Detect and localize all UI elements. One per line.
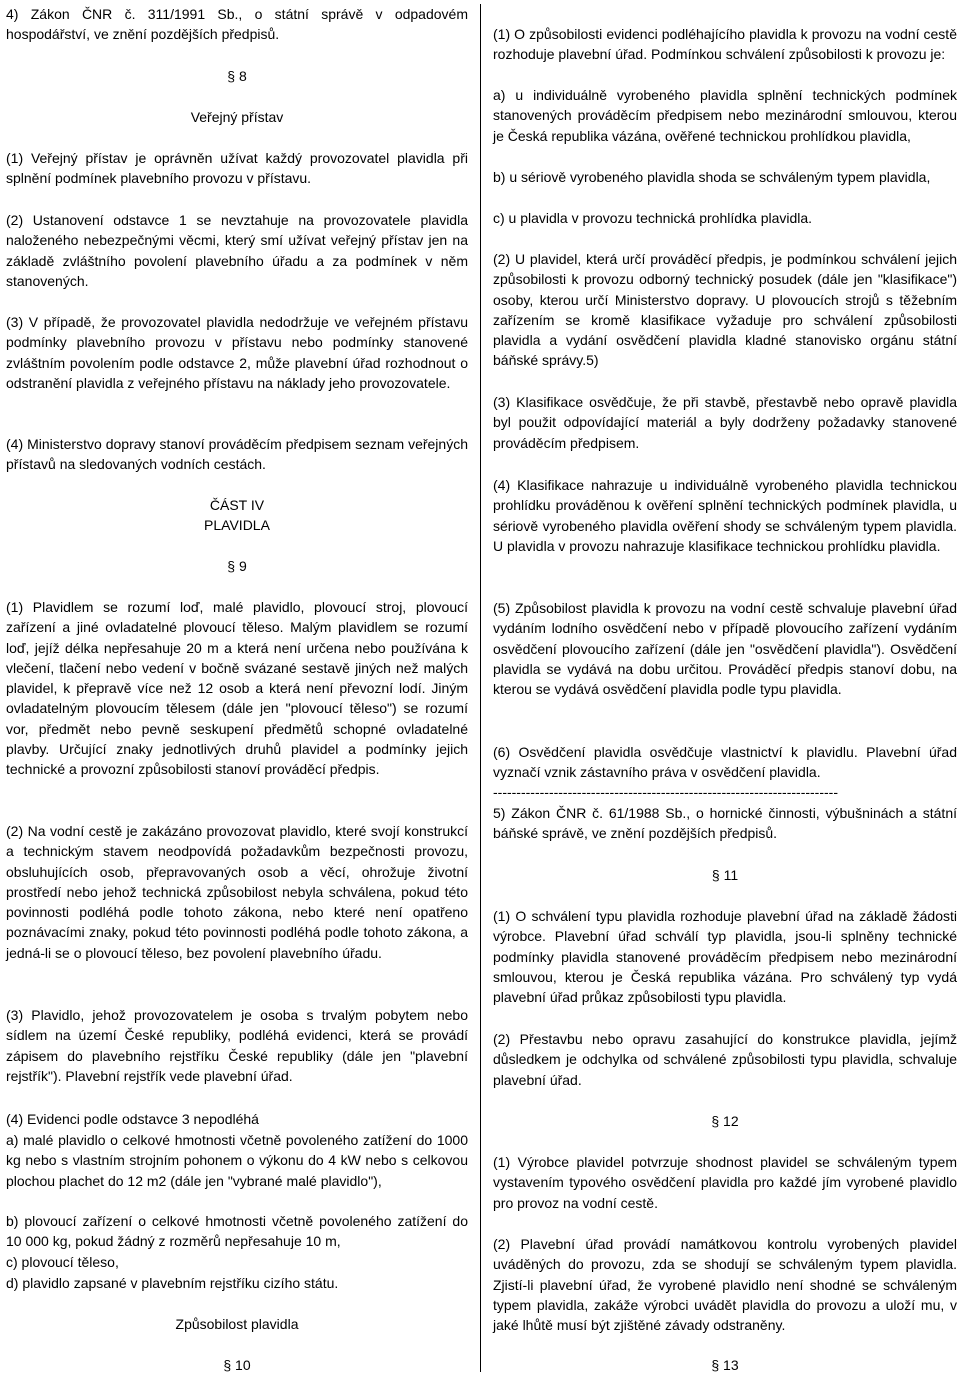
section-10-paragraph-1: (1) O způsobilosti evidenci podléhajícího plavidla k provozu na vodní cestě rozhoduje plavební úřad. Podmínkou schválení způsobilosti k provozu je: (493, 26, 957, 63)
section-12-paragraph-1: (1) Výrobce plavidel potvrzuje shodnost plavidel se schváleným typem vystavením typového osvědčení plavidla pro každé jím vyrobené plavidlo pro provoz na vodní cestě. (493, 1154, 957, 1211)
section-10-item-a: a) u individuálně vyrobeného plavidla splnění technických podmínek stanovených prováděcím předpisem nebo mezinárodní smlouvou, kterou je Česká republika vázána, ověřené technickou prohlídkou plavidla, (493, 87, 957, 144)
footnote-5: 5) Zákon ČNR č. 61/1988 Sb., o hornické činnosti, výbušninách a státní báňské správě, ve znění pozdějších předpisů. (493, 805, 957, 842)
section-8-paragraph-1: (1) Veřejný přístav je oprávněn užívat každý provozovatel plavidla při splnění podmínek plavebního provozu v přístavu. (6, 150, 468, 187)
footnote-separator: -------------------------------------------------------------------------- (493, 784, 838, 800)
section-9-paragraph-4: (4) Evidenci podle odstavce 3 nepodléhá (6, 1111, 259, 1127)
section-9-item-d: d) plavidlo zapsané v plavebním rejstříku cizího státu. (6, 1275, 339, 1291)
section-9-item-b: b) plovoucí zařízení o celkové hmotnosti včetně povoleného zatížení do 10 000 kg, pokud žádný z rozměrů nepřesahuje 10 m, (6, 1213, 468, 1250)
column-divider (480, 4, 481, 1372)
section-10-item-b: b) u sériově vyrobeného plavidla shoda se schváleným typem plavidla, (493, 169, 931, 185)
section-9-paragraph-1: (1) Plavidlem se rozumí loď, malé plavidlo, plovoucí stroj, plovoucí zařízení a jiné ovladatelné plovoucí těleso. Malým plavidlem se rozumí loď, jejíž délka nepřesahuje 20 m a která není určena nebo používána k vlečení, tlačení nebo vedení v bočně svázané sestavě jiných než malých plavidel, k přepravě více než 12 osob a která není převozní lodí. Jiným ovladatelným plovoucím tělesem (dále jen "plovoucí těleso") se rozumí vor, předmět nebo pevně seskupení předmětů schopné ovladatelné plavby. Určující znaky jednotlivých druhů plavidel a podmínky jejich technické a provozní způsobilosti stanoví prováděcí předpis. (6, 599, 468, 778)
section-10-number: § 10 (223, 1357, 251, 1373)
section-9-item-a: a) malé plavidlo o celkové hmotnosti včetně povoleného zatížení do 1000 kg nebo s vlastním strojním pohonem o výkonu do 4 kW nebo s celkovou plochou plachet do 12 m2 (dále jen "vybrané malé plavidlo"), (6, 1132, 468, 1189)
section-11-number: § 11 (711, 867, 739, 883)
section-9-number: § 9 (227, 558, 247, 574)
section-8-paragraph-3: (3) V případě, že provozovatel plavidla nedodržuje ve veřejném přístavu podmínky plavebního provozu v přístavu nebo podmínky stanovené zvláštním povolením podle odstavce 2, může plavební úřad rozhodnout o odstranění plavidla z veřejného přístavu na náklady jeho provozovatele. (6, 314, 468, 391)
section-10-paragraph-3: (3) Klasifikace osvědčuje, že při stavbě, přestavbě nebo opravě plavidla byl použit odpovídající materiál a byly dodrženy požadavky stanovené prováděcím předpisem. (493, 394, 957, 451)
footnote-4: 4) Zákon ČNR č. 311/1991 Sb., o státní správě v odpadovém hospodářství, ve znění pozdějších předpisů. (6, 6, 468, 43)
section-9-item-c: c) plovoucí těleso, (6, 1254, 119, 1270)
section-11-paragraph-1: (1) O schválení typu plavidla rozhoduje plavební úřad na základě žádosti výrobce. Plavební úřad schválí typ plavidla, jsou-li splněny technické podmínky plavidla stanovené prováděcím předpisem nebo mezinárodní smlouvou, kterou je Česká republika vázána. Pro schválený typ vydá plavební úřad průkaz způsobilosti typu plavidla. (493, 908, 957, 1006)
section-10-paragraph-6: (6) Osvědčení plavidla osvědčuje vlastnictví k plavidlu. Plavební úřad vyznačí vznik zástavního práva v osvědčení plavidla. (493, 744, 957, 781)
section-10-paragraph-5: (5) Způsobilost plavidla k provozu na vodní cestě schvaluje plavební úřad vydáním lodního osvědčení nebo v případě plovoucího zařízení vydáním osvědčení plovoucího zařízení (dále jen "osvědčení plavidla"). Osvědčení plavidla se vydává na dobu určitou. Prováděcí předpis stanoví dobu, na kterou se vydává osvědčení plavidla podle typu plavidla. (493, 600, 957, 698)
section-11-paragraph-2: (2) Přestavbu nebo opravu zasahující do konstrukce plavidla, jejímž důsledkem je odchylka od schválené způsobilosti typu plavidla, schvaluje plavební úřad. (493, 1031, 957, 1088)
section-12-number: § 12 (711, 1113, 739, 1129)
section-9-paragraph-2: (2) Na vodní cestě je zakázáno provozovat plavidlo, které svojí konstrukcí a technickým stavem neodpovídá požadavkům bezpečnosti provozu, obsluhujících osob, přepravovaných osob a věcí, ohrožuje životní prostředí nebo jehož technická způsobilost nebyla schválena, pokud této povinnosti podléhá podle tohoto zákona, nebo které není opatřeno poznávacími znaky, pokud této povinnosti podléhá podle tohoto zákona, a jedná-li se o plovoucí těleso, bez povolení plavebního úřadu. (6, 823, 468, 961)
section-8-title: Veřejný přístav (190, 109, 284, 125)
section-8-paragraph-4: (4) Ministerstvo dopravy stanoví prováděcím předpisem seznam veřejných přístavů na sledovaných vodních cestách. (6, 436, 468, 473)
part-title: PLAVIDLA (204, 517, 270, 533)
section-8-number: § 8 (227, 68, 247, 84)
part-heading: ČÁST IV (209, 497, 265, 513)
section-12-paragraph-2: (2) Plavební úřad provádí namátkovou kontrolu vyrobených plavidel uváděných do provozu, zda se shodují se schváleným typem plavidla. Zjistí-li plavební úřad, že vyrobené plavidlo není shodné se schváleným typem plavidla, zakáže výrobci uvádět plavidla do provozu a uloží mu, v jaké lhůtě musí být zjištěné závady odstraněny. (493, 1236, 957, 1334)
section-10-item-c: c) u plavidla v provozu technická prohlídka plavidla. (493, 210, 813, 226)
section-10-paragraph-2: (2) U plavidel, která určí prováděcí předpis, je podmínkou schválení jejich způsobilosti k provozu odborný technický posudek (dále jen "klasifikace") osoby, kterou určí Ministerstvo dopravy. U plovoucích strojů s těžebním zařízením se kromě klasifikace vyžaduje pro schválení způsobilosti plavidla a vydání osvědčení plavidla kladné stanovisko orgánu státní báňské správy.5) (493, 251, 957, 369)
subsection-title: Způsobilost plavidla (175, 1316, 299, 1332)
section-10-paragraph-4: (4) Klasifikace nahrazuje u individuálně vyrobeného plavidla technickou prohlídku prováděnou k ověření splnění technických podmínek plavidla, u sériově vyrobeného plavidla ověření shody se schváleným typem plavidla. U plavidla v provozu nahrazuje klasifikace technickou prohlídku plavidla. (493, 477, 957, 554)
section-9-paragraph-3: (3) Plavidlo, jehož provozovatelem je osoba s trvalým pobytem nebo sídlem na území České republiky, podléhá evidenci, která se provádí zápisem do plavebního rejstříku České republiky (dále jen "plavební rejstřík"). Plavební rejstřík vede plavební úřad. (6, 1007, 468, 1084)
section-13-number: § 13 (711, 1357, 739, 1373)
section-8-paragraph-2: (2) Ustanovení odstavce 1 se nevztahuje na provozovatele plavidla naloženého nebezpečnými věcmi, který smí užívat veřejný přístav jen na základě zvláštního povolení plavebního úřadu a za podmínek v něm stanovených. (6, 212, 468, 289)
